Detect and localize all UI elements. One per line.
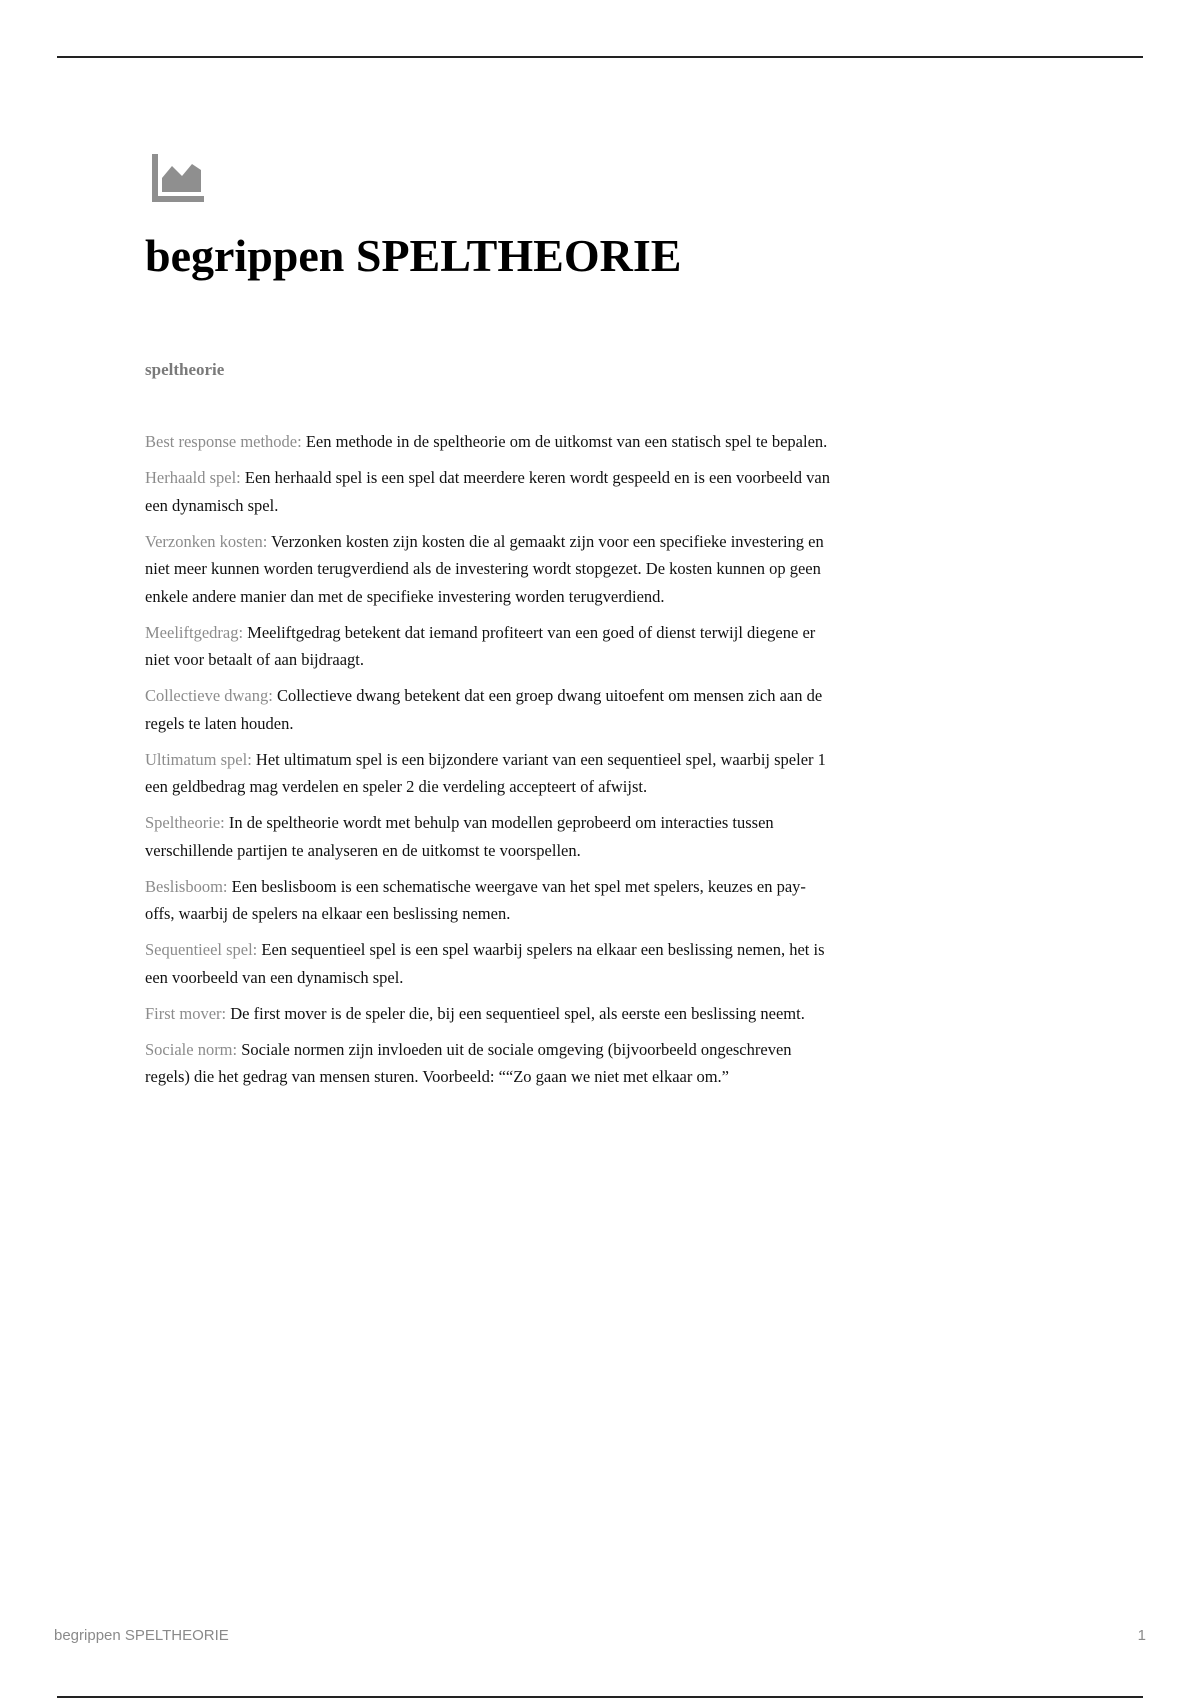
definition-term: Sociale norm: (145, 1039, 238, 1059)
definition-term: Herhaald spel: (145, 468, 241, 487)
definition-term: Ultimatum spel: (145, 749, 252, 769)
area-chart-icon (152, 154, 204, 202)
definition-term: Collectieve dwang: (145, 686, 273, 705)
definition-term: Sequentieel spel: (145, 940, 258, 959)
definition-text: In de speltheorie wordt met behulp van modellen geprobeerd om interacties tussen verschillende partijen te analyseren en de uitkomst te voorspellen. (145, 813, 774, 860)
bottom-divider (57, 1696, 1143, 1698)
page-title: begrippen SPELTHEORIE (145, 230, 682, 281)
definition-term: Best response methode: (145, 432, 302, 451)
definition-text: Een herhaald spel is een spel dat meerdere keren wordt gespeeld en is een voorbeeld van een dynamisch spel. (145, 468, 830, 515)
definition-item (145, 809, 835, 864)
definition-text: Een sequentieel spel is een spel waarbij spelers na elkaar een beslissing nemen, het is een voorbeeld van een dynamisch spel. (145, 940, 825, 987)
definition-item (145, 746, 835, 801)
definition-term: First mover: (145, 1003, 227, 1023)
definition-text: De first mover is de speler die, bij een sequentieel spel, als eerste een beslissing neemt. (230, 1003, 805, 1023)
definition-item (145, 936, 835, 991)
top-divider (57, 56, 1143, 58)
definition-term: Meeliftgedrag: (145, 622, 244, 642)
definition-text: Collectieve dwang betekent dat een groep dwang uitoefent om mensen zich aan de regels te laten houden. (145, 686, 823, 733)
definition-text: Meeliftgedrag betekent dat iemand profiteert van een goed of dienst terwijl diegene er niet voor betaalt of aan bijdraagt. (145, 622, 816, 669)
definition-text: Sociale normen zijn invloeden uit de sociale omgeving (bijvoorbeeld ongeschreven regels) die het gedrag van mensen sturen. Voorbeeld: ““Zo gaan we niet met elkaar om.” (145, 1039, 792, 1086)
definition-item (145, 464, 835, 519)
definition-item (145, 619, 835, 674)
definition-term: Speltheorie: (145, 813, 225, 832)
definition-text: Verzonken kosten zijn kosten die al gemaakt zijn voor een specifieke investering en niet meer kunnen worden terugverdiend als de investering wordt stopgezet. De kosten kunnen op geen enkele andere manier dan met de specifieke investering worden terugverdiend. (145, 531, 824, 606)
section-label: speltheorie (145, 360, 225, 379)
definition-item (145, 873, 835, 928)
definition-item (145, 1000, 835, 1028)
definition-text: Een beslisboom is een schematische weergave van het spel met spelers, keuzes en pay-offs, waarbij de spelers na elkaar een beslissing nemen. (145, 876, 806, 923)
definition-term: Beslisboom: (145, 876, 228, 896)
definition-text: Het ultimatum spel is een bijzondere variant van een sequentieel spel, waarbij speler 1 een geldbedrag mag verdelen en speler 2 die verdeling accepteert of afwijst. (145, 749, 826, 796)
definition-item (145, 428, 835, 456)
definition-item (145, 1036, 835, 1091)
definition-term: Verzonken kosten: (145, 531, 268, 551)
definition-text: Een methode in de speltheorie om de uitkomst van een statisch spel te bepalen. (305, 432, 828, 451)
footer-title: begrippen SPELTHEORIE (54, 1627, 229, 1644)
footer-page-number: 1 (1137, 1627, 1146, 1644)
definition-list (145, 428, 835, 1099)
definition-item (145, 528, 835, 611)
definition-item (145, 682, 835, 737)
